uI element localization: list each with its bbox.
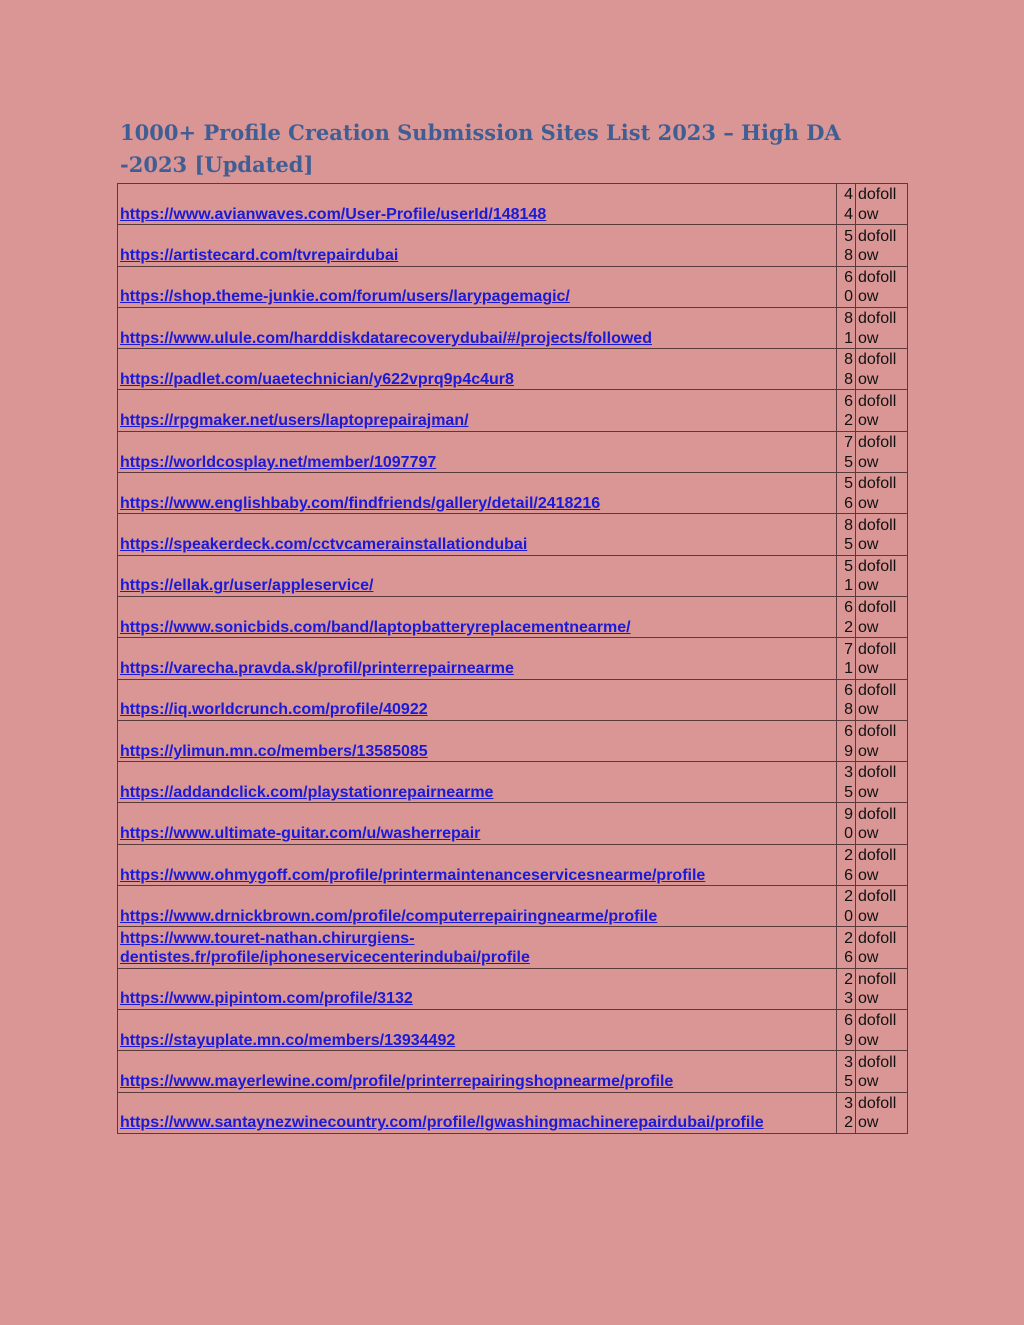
site-link[interactable]: https://www.sonicbids.com/band/laptopbatteryreplacementnearme/ — [120, 618, 631, 636]
url-cell — [118, 473, 837, 514]
url-cell — [118, 431, 837, 472]
page-title: 1000+ Profile Creation Submission Sites List 2023 – High DA -2023 [Updated] — [120, 120, 841, 177]
da-cell: 81 — [837, 307, 856, 348]
link-type-cell: dofollow — [856, 927, 908, 968]
da-cell: 20 — [837, 886, 856, 927]
site-link[interactable]: https://www.mayerlewine.com/profile/printerrepairingshopnearme/profile — [120, 1073, 674, 1091]
site-link[interactable]: https://varecha.pravda.sk/profil/printerrepairnearme — [120, 660, 514, 678]
site-link[interactable]: https://worldcosplay.net/member/1097797 — [120, 453, 437, 471]
table-row — [118, 390, 908, 431]
da-cell: 58 — [837, 225, 856, 266]
site-link[interactable]: https://speakerdeck.com/cctvcamerainstallationdubai — [120, 536, 528, 554]
table-row — [118, 266, 908, 307]
link-type-cell: dofollow — [856, 638, 908, 679]
table-row — [118, 803, 908, 844]
link-type-cell: nofollow — [856, 968, 908, 1009]
url-cell — [118, 679, 837, 720]
da-cell: 75 — [837, 431, 856, 472]
table-row — [118, 184, 908, 225]
table-row — [118, 225, 908, 266]
link-type-cell: dofollow — [856, 514, 908, 555]
link-type-cell: dofollow — [856, 473, 908, 514]
link-type-cell: dofollow — [856, 307, 908, 348]
link-type-cell: dofollow — [856, 555, 908, 596]
da-cell: 62 — [837, 596, 856, 637]
da-cell: 90 — [837, 803, 856, 844]
link-type-cell: dofollow — [856, 431, 908, 472]
da-cell: 60 — [837, 266, 856, 307]
link-type-cell: dofollow — [856, 596, 908, 637]
site-link[interactable]: https://www.englishbaby.com/findfriends/gallery/detail/2418216 — [120, 494, 601, 512]
link-type-cell: dofollow — [856, 1092, 908, 1133]
da-cell: 51 — [837, 555, 856, 596]
link-type-cell: dofollow — [856, 886, 908, 927]
da-cell: 35 — [837, 1051, 856, 1092]
url-cell — [118, 638, 837, 679]
url-cell — [118, 307, 837, 348]
da-cell: 71 — [837, 638, 856, 679]
site-link[interactable]: https://shop.theme-junkie.com/forum/users/larypagemagic/ — [120, 288, 570, 306]
site-link[interactable]: https://artistecard.com/tvrepairdubai — [120, 247, 399, 265]
table-row — [118, 555, 908, 596]
site-link[interactable]: https://www.ohmygoff.com/profile/printermaintenanceservicesnearme/profile — [120, 866, 706, 884]
table-row — [118, 638, 908, 679]
site-link[interactable]: https://www.touret-nathan.chirurgiens- dentistes.fr/profile/iphoneservicecenterindubai/profile — [120, 929, 530, 967]
sites-table — [117, 183, 908, 1134]
table-row — [118, 927, 908, 968]
table-row — [118, 844, 908, 885]
table-row — [118, 720, 908, 761]
site-link[interactable]: https://www.ulule.com/harddiskdatarecoverydubai/#/projects/followed — [120, 329, 652, 347]
site-link[interactable]: https://stayuplate.mn.co/members/13934492 — [120, 1031, 456, 1049]
da-cell: 69 — [837, 720, 856, 761]
url-cell — [118, 596, 837, 637]
url-cell — [118, 720, 837, 761]
table-row — [118, 1092, 908, 1133]
site-link[interactable]: https://ellak.gr/user/appleservice/ — [120, 577, 374, 595]
da-cell: 32 — [837, 1092, 856, 1133]
link-type-cell: dofollow — [856, 390, 908, 431]
link-type-cell: dofollow — [856, 762, 908, 803]
url-cell — [118, 844, 837, 885]
table-row — [118, 431, 908, 472]
url-cell — [118, 390, 837, 431]
table-row — [118, 349, 908, 390]
da-cell: 35 — [837, 762, 856, 803]
table-row — [118, 679, 908, 720]
url-cell — [118, 762, 837, 803]
link-type-cell: dofollow — [856, 1009, 908, 1050]
site-link[interactable]: https://www.ultimate-guitar.com/u/washerrepair — [120, 825, 481, 843]
da-cell: 26 — [837, 844, 856, 885]
da-cell: 23 — [837, 968, 856, 1009]
url-cell — [118, 225, 837, 266]
link-type-cell: dofollow — [856, 184, 908, 225]
url-cell — [118, 968, 837, 1009]
da-cell: 68 — [837, 679, 856, 720]
url-cell — [118, 1009, 837, 1050]
url-cell — [118, 803, 837, 844]
da-cell: 44 — [837, 184, 856, 225]
link-type-cell: dofollow — [856, 1051, 908, 1092]
link-type-cell: dofollow — [856, 266, 908, 307]
site-link[interactable]: https://www.drnickbrown.com/profile/computerrepairingnearme/profile — [120, 907, 658, 925]
link-type-cell: dofollow — [856, 225, 908, 266]
link-type-cell: dofollow — [856, 844, 908, 885]
da-cell: 62 — [837, 390, 856, 431]
table-row — [118, 596, 908, 637]
site-link[interactable]: https://iq.worldcrunch.com/profile/40922 — [120, 701, 428, 719]
url-cell — [118, 349, 837, 390]
url-cell — [118, 184, 837, 225]
da-cell: 26 — [837, 927, 856, 968]
table-row — [118, 1051, 908, 1092]
table-row — [118, 762, 908, 803]
url-cell — [118, 266, 837, 307]
sites-table-body — [118, 184, 908, 1134]
site-link[interactable]: https://addandclick.com/playstationrepairnearme — [120, 783, 494, 801]
link-type-cell: dofollow — [856, 720, 908, 761]
table-row — [118, 473, 908, 514]
site-link[interactable]: https://ylimun.mn.co/members/13585085 — [120, 742, 428, 760]
url-cell — [118, 886, 837, 927]
table-row — [118, 886, 908, 927]
table-row — [118, 1009, 908, 1050]
da-cell: 85 — [837, 514, 856, 555]
site-link[interactable]: https://www.santaynezwinecountry.com/profile/lgwashingmachinerepairdubai/profile — [120, 1114, 764, 1132]
url-cell — [118, 927, 837, 968]
url-cell — [118, 514, 837, 555]
url-cell — [118, 1051, 837, 1092]
url-cell — [118, 555, 837, 596]
table-row — [118, 514, 908, 555]
link-type-cell: dofollow — [856, 679, 908, 720]
da-cell: 56 — [837, 473, 856, 514]
da-cell: 69 — [837, 1009, 856, 1050]
link-type-cell: dofollow — [856, 349, 908, 390]
link-type-cell: dofollow — [856, 803, 908, 844]
table-row — [118, 307, 908, 348]
site-link[interactable]: https://www.avianwaves.com/User-Profile/userId/148148 — [120, 205, 547, 223]
url-cell — [118, 1092, 837, 1133]
site-link[interactable]: https://www.pipintom.com/profile/3132 — [120, 990, 413, 1008]
da-cell: 88 — [837, 349, 856, 390]
table-row — [118, 968, 908, 1009]
site-link[interactable]: https://rpgmaker.net/users/laptoprepairajman/ — [120, 412, 469, 430]
site-link[interactable]: https://padlet.com/uaetechnician/y622vprq9p4c4ur8 — [120, 370, 514, 388]
